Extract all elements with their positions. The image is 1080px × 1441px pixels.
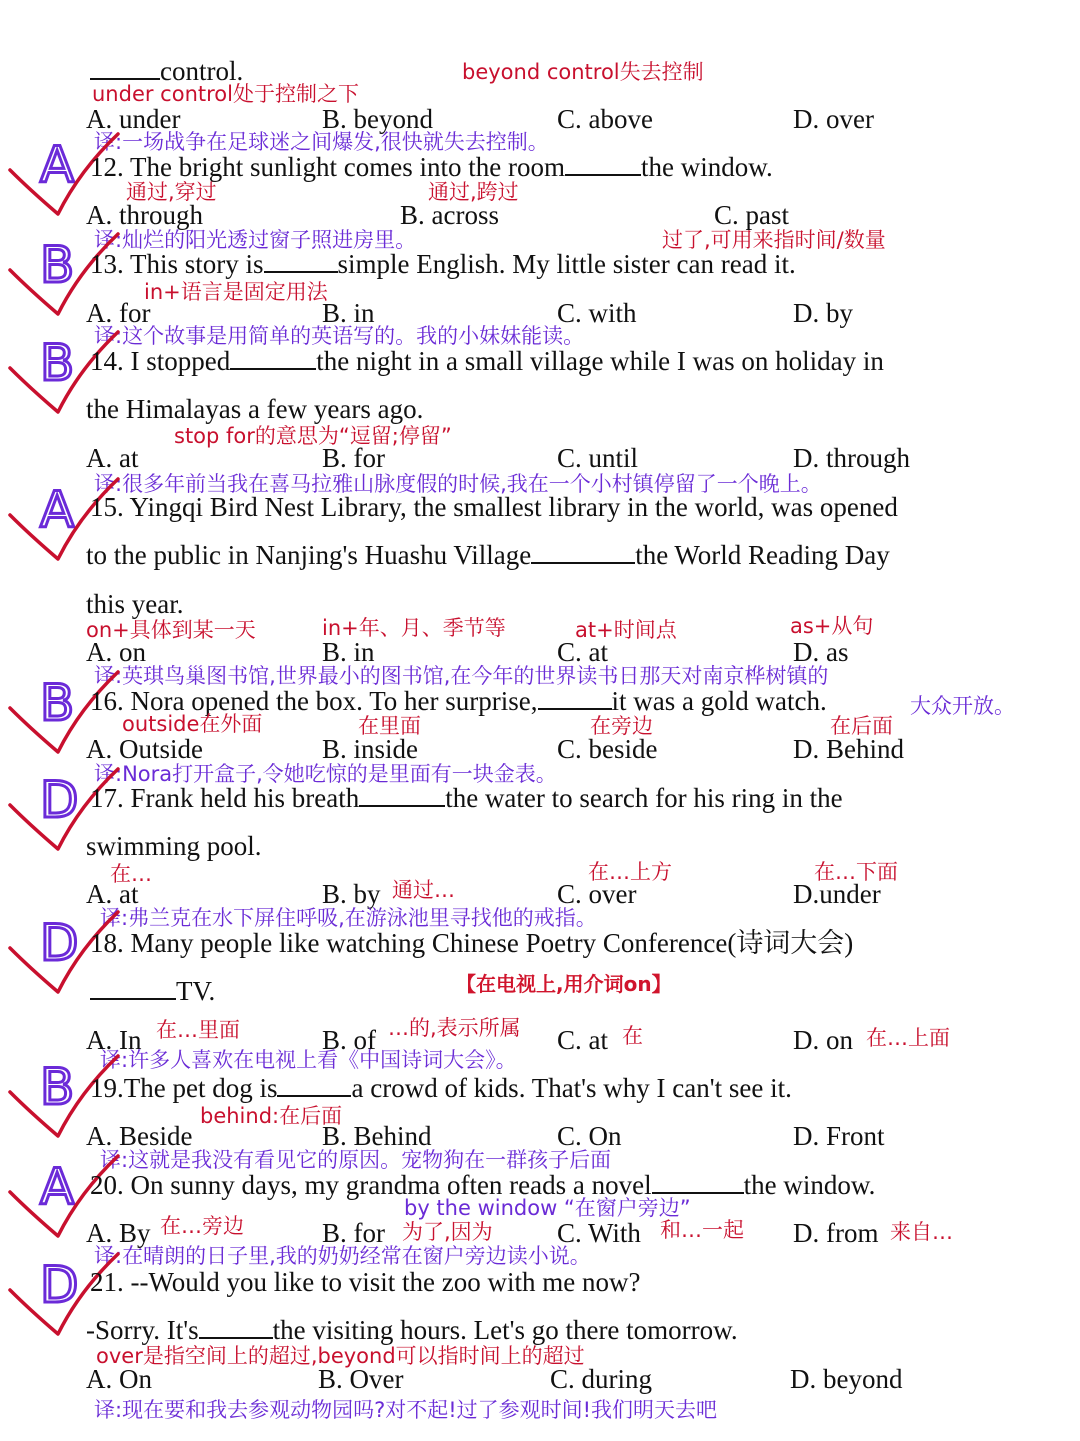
marked-answer-letter: B (40, 1058, 75, 1116)
question-stem-cont: the Himalayas a few years ago. (86, 394, 424, 424)
option-c: C. On (557, 1121, 622, 1151)
annotation-red: 在…上方 (588, 860, 672, 884)
option-d: D. beyond (790, 1364, 903, 1394)
translation-note: 译:一场战争在足球迷之间爆发,很快就失去控制。 (94, 130, 549, 154)
marked-answer-letter: A (40, 136, 75, 194)
question-stem: 15. Yingqi Bird Nest Library, the smallest library in the world, was opened (90, 492, 898, 522)
option-b: B. in (322, 298, 375, 328)
option-d: D. from (793, 1218, 879, 1248)
annotation-red: 在… (110, 862, 152, 886)
annotation-red: 和…一起 (660, 1218, 744, 1242)
translation-note: 译:这就是我没有看见它的原因。宠物狗在一群孩子后面 (100, 1148, 612, 1172)
marked-answer-letter: D (40, 914, 79, 972)
annotation-red: stop for的意思为“逗留;停留” (174, 424, 452, 448)
annotation-red: 在里面 (358, 714, 421, 738)
option-b: B. in (322, 637, 375, 667)
annotation-red: outside在外面 (122, 712, 263, 736)
annotation-red: 过了,可用来指时间/数量 (662, 228, 886, 252)
translation-note: 译:英琪鸟巢图书馆,世界最小的图书馆,在今年的世界读书日那天对南京桦树镇的 (94, 664, 829, 688)
option-d: D.under (793, 879, 881, 909)
option-c: C. during (550, 1364, 653, 1394)
annotation-red: behind:在后面 (200, 1104, 343, 1128)
translation-note: 译:在晴朗的日子里,我的奶奶经常在窗户旁边读小说。 (94, 1244, 591, 1268)
annotation-red: at+时间点 (575, 618, 677, 642)
translation-note: 大众开放。 (910, 694, 1015, 718)
marked-answer-letter: A (40, 481, 75, 539)
question-stem-cont: -Sorry. It's the visiting hours. Let's go there tomorrow. (86, 1315, 738, 1345)
marked-answer-letter: B (40, 674, 75, 732)
annotation-red: 在旁边 (590, 714, 653, 738)
annotation-red: 通过… (392, 878, 455, 902)
translation-note: 译:许多人喜欢在电视上看《中国诗词大会》。 (100, 1048, 517, 1072)
option-c: C. at (557, 637, 608, 667)
marked-answer-letter: D (40, 1256, 79, 1314)
option-d: D. as (793, 637, 849, 667)
option-a: A. for (86, 298, 151, 328)
question-stem-cont: swimming pool. (86, 831, 262, 861)
question-stem: 19.The pet dog is a crowd of kids. That's why I can't see it. (90, 1073, 792, 1103)
translation-note: 译:这个故事是用简单的英语写的。我的小妹妹能读。 (94, 324, 585, 348)
question-stem: 14. I stopped the night in a small village while I was on holiday in (90, 346, 884, 376)
option-b: B. for (322, 1218, 385, 1248)
option-a: A. at (86, 443, 139, 473)
annotation-red: …的,表示所属 (388, 1016, 521, 1040)
option-b: B. Over (318, 1364, 404, 1394)
annotation-red: 通过,跨过 (428, 180, 519, 204)
option-d: D. by (793, 298, 853, 328)
annotation-red: 通过,穿过 (126, 180, 217, 204)
annotation-purple: by the window “在窗户旁边” (404, 1196, 691, 1220)
annotation-red: 在…下面 (814, 860, 898, 884)
option-b: B. of (322, 1025, 376, 1055)
marked-answer-letter: B (40, 236, 75, 294)
question-stem: control. (90, 56, 243, 86)
annotation-red: 为了,因为 (402, 1220, 493, 1244)
option-a: A. Beside (86, 1121, 193, 1151)
translation-note: 译:现在要和我去参观动物园吗?对不起!过了参观时间!我们明天去吧 (94, 1398, 718, 1422)
annotation-red: beyond control失去控制 (462, 60, 704, 84)
translation-note: 译:灿烂的阳光透过窗子照进房里。 (94, 228, 417, 252)
annotation-red: 在 (622, 1024, 643, 1048)
question-stem-cont: to the public in Nanjing's Huashu Village the World Reading Day (86, 540, 890, 570)
question-stem: 21. --Would you like to visit the zoo with me now? (90, 1267, 641, 1297)
option-c: C. over (557, 879, 637, 909)
option-c: C. at (557, 1025, 608, 1055)
option-c: C. beside (557, 734, 658, 764)
option-a: A. on (86, 637, 146, 667)
option-d: D. through (793, 443, 910, 473)
option-b: B. inside (322, 734, 419, 764)
option-a: A. through (86, 200, 203, 230)
option-c: C. until (557, 443, 639, 473)
option-a: A. under (86, 104, 181, 134)
question-stem: 13. This story is simple English. My little sister can read it. (90, 249, 796, 279)
annotation-red: 来自… (890, 1220, 953, 1244)
option-a: A. at (86, 879, 139, 909)
bracket-note: 【在电视上,用介词on】 (456, 972, 672, 996)
annotation-red: in+年、月、季节等 (322, 616, 506, 640)
question-stem: 16. Nora opened the box. To her surprise, it was a gold watch. (90, 686, 827, 716)
option-a: A. On (86, 1364, 152, 1394)
question-stem: 12. The bright sunlight comes into the room the window. (90, 152, 773, 182)
option-a: A. By (86, 1218, 151, 1248)
option-c: C. With (557, 1218, 641, 1248)
question-stem: 20. On sunny days, my grandma often reads a novel the window. (90, 1170, 876, 1200)
annotation-red: 在后面 (830, 714, 893, 738)
option-c: C. with (557, 298, 637, 328)
marked-answer-letter: A (40, 1158, 75, 1216)
option-b: B. Behind (322, 1121, 432, 1151)
option-a: A. Outside (86, 734, 203, 764)
translation-note: 译:Nora打开盒子,令她吃惊的是里面有一块金表。 (94, 762, 557, 786)
annotation-red: under control处于控制之下 (92, 82, 359, 106)
option-d: D. Behind (793, 734, 904, 764)
option-a: A. In (86, 1025, 142, 1055)
annotation-red: as+从句 (790, 614, 874, 638)
translation-note: 译:很多年前当我在喜马拉雅山脉度假的时候,我在一个小村镇停留了一个晚上。 (94, 472, 822, 496)
annotation-red: 在…上面 (866, 1026, 950, 1050)
option-b: B. for (322, 443, 385, 473)
annotation-red: in+语言是固定用法 (144, 280, 328, 304)
annotation-red: on+具体到某一天 (86, 618, 256, 642)
annotation-red: 在…里面 (156, 1018, 240, 1042)
question-stem: 18. Many people like watching Chinese Poetry Conference(诗词大会) (90, 928, 854, 958)
marked-answer-letter: B (40, 334, 75, 392)
option-c: C. past (714, 200, 790, 230)
option-d: D. over (793, 104, 874, 134)
question-stem-cont: TV. (90, 976, 215, 1006)
marked-answer-letter: D (40, 771, 79, 829)
option-b: B. by (322, 879, 381, 909)
option-d: D. Front (793, 1121, 885, 1151)
annotation-red: over是指空间上的超过,beyond可以指时间上的超过 (96, 1344, 585, 1368)
option-b: B. across (400, 200, 499, 230)
question-stem: 17. Frank held his breath the water to search for his ring in the (90, 783, 843, 813)
option-d: D. on (793, 1025, 853, 1055)
option-c: C. above (557, 104, 653, 134)
translation-note: 译:弗兰克在水下屏住呼吸,在游泳池里寻找他的戒指。 (100, 906, 597, 930)
question-stem-cont: this year. (86, 589, 184, 619)
annotation-red: 在…旁边 (160, 1214, 244, 1238)
option-b: B. beyond (322, 104, 433, 134)
